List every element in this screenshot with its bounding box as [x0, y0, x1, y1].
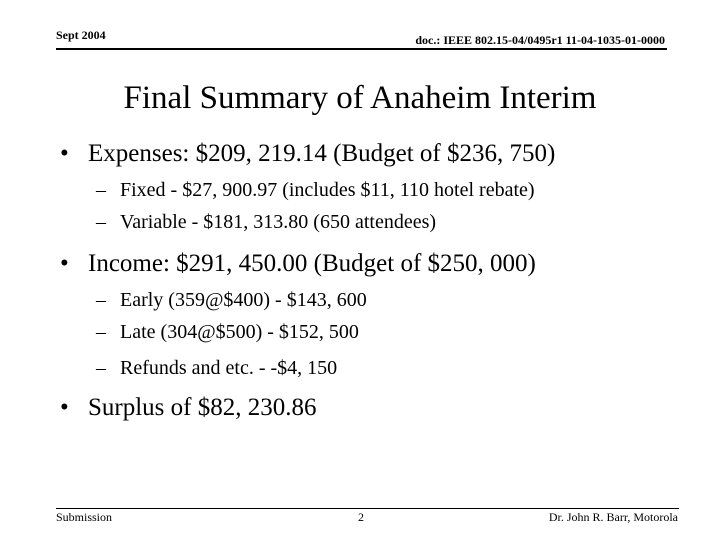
- subitem-refunds: [96, 356, 337, 380]
- subitem-text: Variable - $181, 313.80 (650 attendees): [120, 211, 437, 233]
- subitem-fixed: [96, 178, 535, 202]
- header-date: Sept 2004: [56, 28, 106, 42]
- subitem-variable: [96, 210, 436, 234]
- header-doc-id: doc.: IEEE 802.15-04/0495r1 11-04-1035-01-0000: [415, 33, 665, 47]
- dash-glyph: –: [96, 321, 106, 343]
- subitem-text: Late (304@$500) - $152, 500: [120, 321, 359, 343]
- subitem-early: [96, 288, 367, 312]
- bullet-glyph: •: [60, 250, 69, 277]
- dash-glyph: –: [96, 357, 106, 379]
- footer-submission: Submission: [56, 510, 113, 524]
- subitem-text: Early (359@$400) - $143, 600: [120, 289, 367, 311]
- bullet-glyph: •: [60, 394, 69, 421]
- bullet-income: [60, 249, 536, 279]
- footer-author: Dr. John R. Barr, Motorola: [548, 510, 678, 524]
- dash-glyph: –: [96, 289, 106, 311]
- page-number: 2: [358, 510, 364, 524]
- bullet-glyph: •: [60, 140, 69, 167]
- subitem-late: [96, 320, 359, 344]
- slide-title: Final Summary of Anaheim Interim: [123, 80, 597, 116]
- subitem-text: Refunds and etc. - -$4, 150: [120, 357, 338, 379]
- dash-glyph: –: [96, 211, 106, 233]
- footer-divider: [56, 508, 679, 509]
- bullet-surplus: [60, 393, 316, 423]
- bullet-text: Expenses: $209, 219.14 (Budget of $236, 750): [88, 140, 556, 167]
- bullet-expenses: [60, 139, 555, 169]
- dash-glyph: –: [96, 179, 106, 201]
- header-divider: [56, 48, 667, 50]
- bullet-text: Income: $291, 450.00 (Budget of $250, 000): [88, 250, 536, 277]
- bullet-text: Surplus of $82, 230.86: [88, 394, 317, 421]
- subitem-text: Fixed - $27, 900.97 (includes $11, 110 hotel rebate): [120, 179, 535, 201]
